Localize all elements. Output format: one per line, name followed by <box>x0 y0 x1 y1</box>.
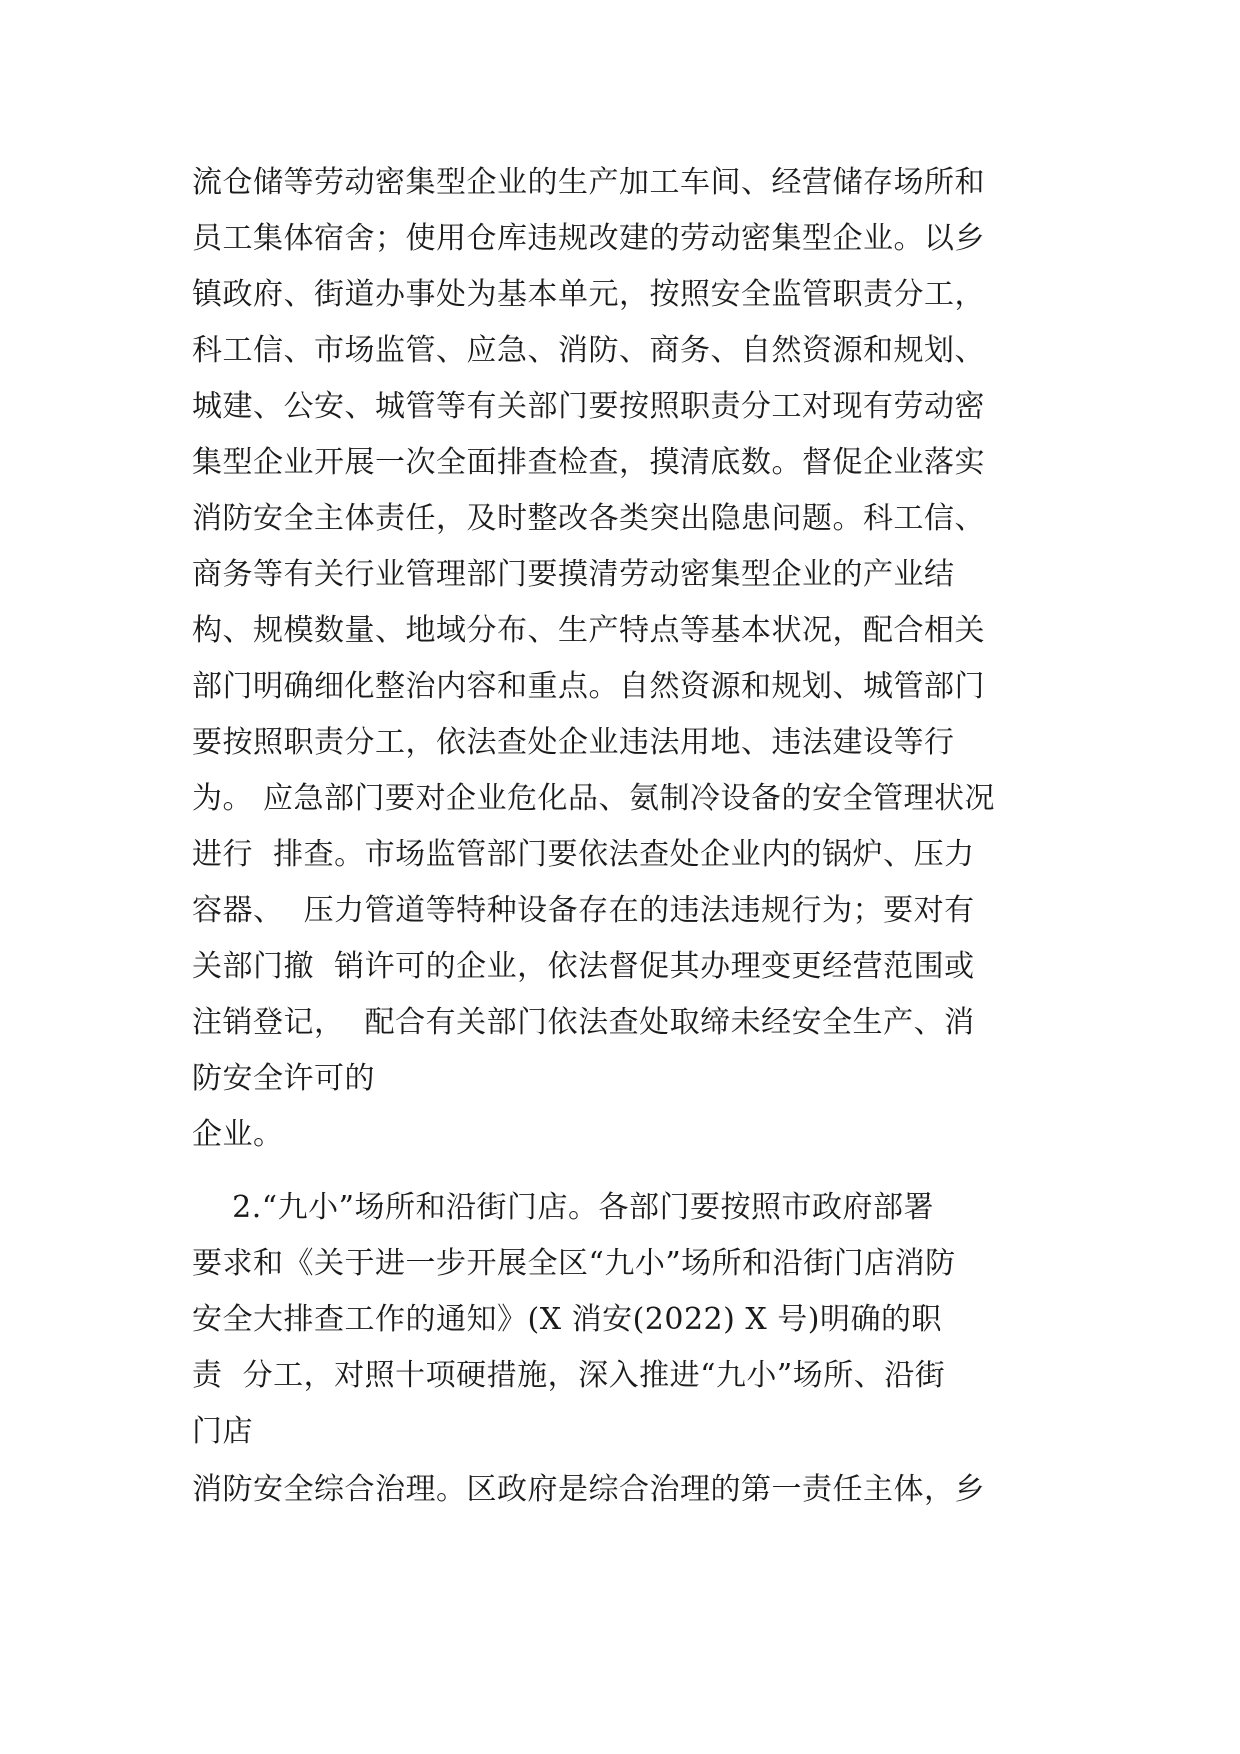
text-line: 构、规模数量、地域分布、生产特点等基本状况，配合相关 <box>192 613 985 648</box>
text-line: 要按照职责分工，依法查处企业违法用地、违法建设等行 <box>192 725 955 760</box>
text-line: 注销登记， 配合有关部门依法查处取缔未经安全生产、消 <box>192 1005 975 1040</box>
text-line: 关部门撤 销许可的企业，依法督促其办理变更经营范围或 <box>192 949 975 984</box>
text-line: 安全大排查工作的通知》(X 消安(2022) X 号)明确的职 <box>192 1302 942 1337</box>
text-line: 部门明确细化整治内容和重点。自然资源和规划、城管部门 <box>192 669 985 704</box>
text-line: 防安全许可的 <box>192 1061 375 1096</box>
text-line: 要求和《关于进一步开展全区“九小”场所和沿街门店消防 <box>192 1246 956 1281</box>
text-line: 为。 应急部门要对企业危化品、氨制冷设备的安全管理状况 <box>192 781 996 816</box>
text-line: 集型企业开展一次全面排查检查，摸清底数。督促企业落实 <box>192 445 985 480</box>
text-line: 科工信、市场监管、应急、消防、商务、自然资源和规划、 <box>192 333 985 368</box>
text-line: 商务等有关行业管理部门要摸清劳动密集型企业的产业结 <box>192 557 955 592</box>
text-line: 责 分工，对照十项硬措施，深入推进“九小”场所、沿街 <box>192 1358 946 1393</box>
text-line: 消防安全主体责任，及时整改各类突出隐患问题。科工信、 <box>192 501 985 536</box>
text-line: 企业。 <box>192 1117 284 1152</box>
paragraph-start-line: 2.“九小”场所和沿街门店。各部门要按照市政府部署 <box>192 1190 934 1225</box>
text-line: 进行 排查。市场监管部门要依法查处企业内的锅炉、压力 <box>192 837 975 872</box>
text-line: 镇政府、街道办事处为基本单元，按照安全监管职责分工， <box>192 277 985 312</box>
text-line: 城建、公安、城管等有关部门要按照职责分工对现有劳动密 <box>192 389 985 424</box>
text-line: 员工集体宿舍；使用仓库违规改建的劳动密集型企业。以乡 <box>192 221 985 256</box>
text-line: 门店 <box>192 1414 253 1449</box>
text-line: 流仓储等劳动密集型企业的生产加工车间、经营储存场所和 <box>192 165 985 200</box>
text-line: 容器、 压力管道等特种设备存在的违法违规行为；要对有 <box>192 893 975 928</box>
text-line: 消防安全综合治理。区政府是综合治理的第一责任主体，乡 <box>192 1472 985 1507</box>
